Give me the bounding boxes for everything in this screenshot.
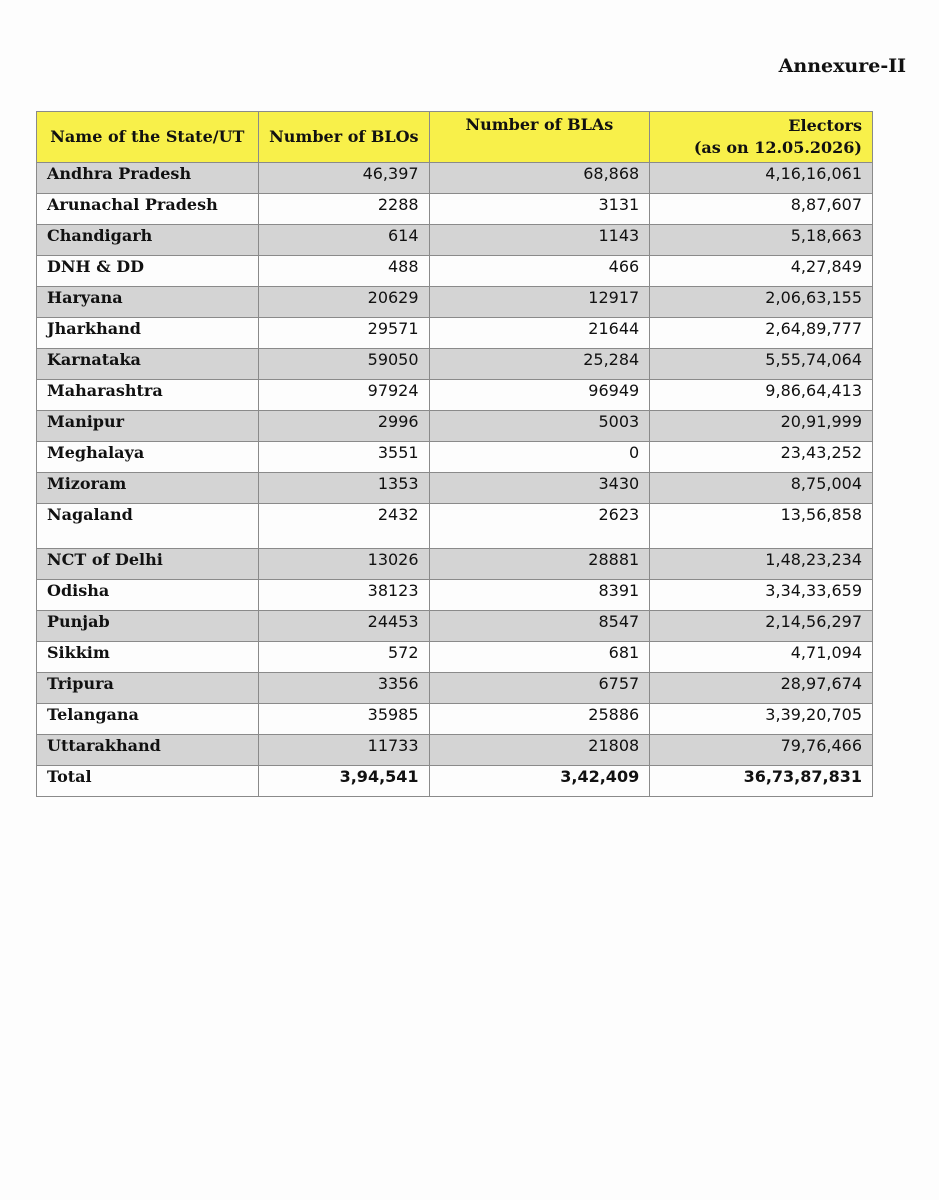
blas-count: 3131 — [429, 194, 650, 225]
blos-count: 572 — [258, 642, 429, 673]
electors-count: 13,56,858 — [650, 504, 873, 549]
electors-count: 2,64,89,777 — [650, 318, 873, 349]
table-row — [37, 442, 873, 473]
blos-count: 488 — [258, 256, 429, 287]
state-name: Manipur — [37, 411, 259, 442]
blos-count: 1353 — [258, 473, 429, 504]
table-row — [37, 411, 873, 442]
header-blas: Number of BLAs — [429, 112, 650, 163]
blas-count: 466 — [429, 256, 650, 287]
blos-count: 3551 — [258, 442, 429, 473]
blos-count: 29571 — [258, 318, 429, 349]
table-row — [37, 735, 873, 766]
table-row — [37, 380, 873, 411]
blos-count: 97924 — [258, 380, 429, 411]
state-name: Mizoram — [37, 473, 259, 504]
blas-count: 1143 — [429, 225, 650, 256]
blos-count: 2288 — [258, 194, 429, 225]
table-row — [37, 163, 873, 194]
table-row — [37, 473, 873, 504]
state-name: Andhra Pradesh — [37, 163, 259, 194]
blas-count: 2623 — [429, 504, 650, 549]
blas-count: 21808 — [429, 735, 650, 766]
state-name: Jharkhand — [37, 318, 259, 349]
state-name: Meghalaya — [37, 442, 259, 473]
table-header-row — [37, 112, 873, 163]
table-row — [37, 349, 873, 380]
blos-count: 24453 — [258, 611, 429, 642]
header-electors-line2: (as on 12.05.2026) — [693, 138, 862, 157]
blos-count: 35985 — [258, 704, 429, 735]
state-name: Arunachal Pradesh — [37, 194, 259, 225]
electors-count: 2,14,56,297 — [650, 611, 873, 642]
blas-count: 25886 — [429, 704, 650, 735]
blos-count: 46,397 — [258, 163, 429, 194]
table-row — [37, 549, 873, 580]
electors-count: 28,97,674 — [650, 673, 873, 704]
table-row — [37, 642, 873, 673]
blos-count: 38123 — [258, 580, 429, 611]
blas-count: 68,868 — [429, 163, 650, 194]
electors-count: 8,75,004 — [650, 473, 873, 504]
electors-count: 4,71,094 — [650, 642, 873, 673]
state-name: Tripura — [37, 673, 259, 704]
annexure-title: Annexure-II — [778, 55, 906, 77]
blas-count: 3430 — [429, 473, 650, 504]
state-name: DNH & DD — [37, 256, 259, 287]
header-blos: Number of BLOs — [258, 112, 429, 163]
table-row — [37, 318, 873, 349]
state-name: Karnataka — [37, 349, 259, 380]
electors-count: 4,16,16,061 — [650, 163, 873, 194]
table-row — [37, 256, 873, 287]
electors-count: 2,06,63,155 — [650, 287, 873, 318]
table-row — [37, 580, 873, 611]
state-name: Sikkim — [37, 642, 259, 673]
blos-count: 20629 — [258, 287, 429, 318]
table-row — [37, 194, 873, 225]
state-name: Telangana — [37, 704, 259, 735]
blos-count: 2432 — [258, 504, 429, 549]
table-row — [37, 611, 873, 642]
blas-count: 8391 — [429, 580, 650, 611]
state-name: NCT of Delhi — [37, 549, 259, 580]
state-name: Haryana — [37, 287, 259, 318]
electors-count: 3,34,33,659 — [650, 580, 873, 611]
blas-count: 28881 — [429, 549, 650, 580]
state-name: Nagaland — [37, 504, 259, 549]
state-name: Chandigarh — [37, 225, 259, 256]
blos-count: 59050 — [258, 349, 429, 380]
header-electors-line1: Electors — [788, 116, 862, 135]
blas-count: 681 — [429, 642, 650, 673]
electors-count: 9,86,64,413 — [650, 380, 873, 411]
electors-count: 5,18,663 — [650, 225, 873, 256]
state-name: Maharashtra — [37, 380, 259, 411]
blas-count: 6757 — [429, 673, 650, 704]
table-row — [37, 704, 873, 735]
electors-count: 4,27,849 — [650, 256, 873, 287]
electors-count: 3,39,20,705 — [650, 704, 873, 735]
total-label: Total — [37, 766, 259, 797]
electors-count: 8,87,607 — [650, 194, 873, 225]
table-row — [37, 287, 873, 318]
blos-count: 3356 — [258, 673, 429, 704]
table-row — [37, 225, 873, 256]
electors-count: 79,76,466 — [650, 735, 873, 766]
state-name: Uttarakhand — [37, 735, 259, 766]
electoral-roll-table — [36, 111, 873, 797]
total-electors: 36,73,87,831 — [650, 766, 873, 797]
electors-count: 23,43,252 — [650, 442, 873, 473]
total-row — [37, 766, 873, 797]
blas-count: 25,284 — [429, 349, 650, 380]
blas-count: 0 — [429, 442, 650, 473]
blas-count: 21644 — [429, 318, 650, 349]
total-blos: 3,94,541 — [258, 766, 429, 797]
electors-count: 1,48,23,234 — [650, 549, 873, 580]
table-row — [37, 673, 873, 704]
blas-count: 5003 — [429, 411, 650, 442]
table-row — [37, 504, 873, 549]
blos-count: 13026 — [258, 549, 429, 580]
header-state: Name of the State/UT — [37, 112, 259, 163]
electors-count: 5,55,74,064 — [650, 349, 873, 380]
electors-count: 20,91,999 — [650, 411, 873, 442]
blas-count: 96949 — [429, 380, 650, 411]
blos-count: 614 — [258, 225, 429, 256]
blos-count: 2996 — [258, 411, 429, 442]
state-name: Odisha — [37, 580, 259, 611]
blas-count: 8547 — [429, 611, 650, 642]
header-electors — [650, 112, 873, 163]
total-blas: 3,42,409 — [429, 766, 650, 797]
state-name: Punjab — [37, 611, 259, 642]
blas-count: 12917 — [429, 287, 650, 318]
blos-count: 11733 — [258, 735, 429, 766]
